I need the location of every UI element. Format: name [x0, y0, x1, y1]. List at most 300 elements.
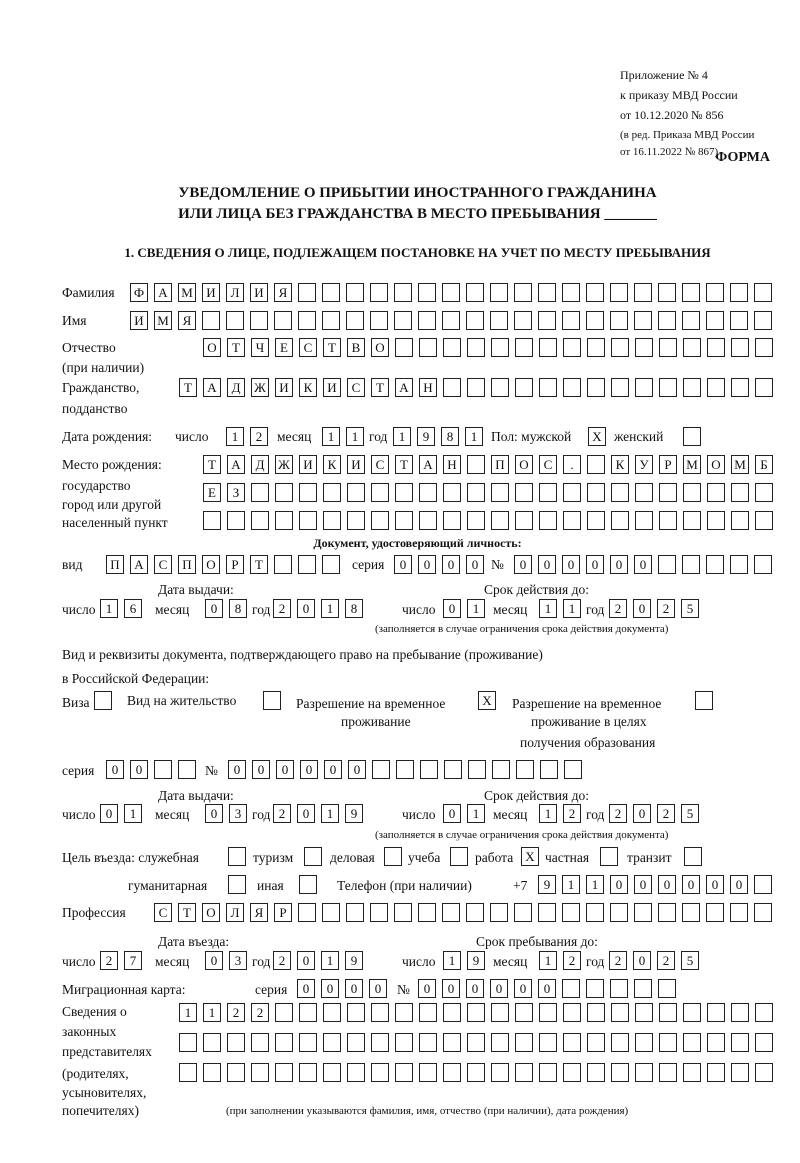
char-box[interactable]: 5: [681, 599, 699, 618]
char-box[interactable]: 0: [297, 979, 315, 998]
char-box[interactable]: 2: [273, 951, 291, 970]
char-box[interactable]: [275, 1063, 293, 1082]
char-box[interactable]: [322, 903, 340, 922]
char-box[interactable]: 0: [394, 555, 412, 574]
char-box[interactable]: [659, 511, 677, 530]
checkbox[interactable]: [683, 427, 701, 446]
char-box[interactable]: 1: [321, 951, 339, 970]
char-box[interactable]: [347, 1003, 365, 1022]
char-box[interactable]: 0: [538, 555, 556, 574]
char-box[interactable]: [299, 483, 317, 502]
char-box[interactable]: 0: [345, 979, 363, 998]
char-box[interactable]: Т: [250, 555, 268, 574]
char-box[interactable]: [299, 1033, 317, 1052]
char-box[interactable]: [298, 283, 316, 302]
char-box[interactable]: 8: [441, 427, 459, 446]
char-box[interactable]: 9: [345, 804, 363, 823]
char-box[interactable]: [419, 511, 437, 530]
char-box[interactable]: 6: [124, 599, 142, 618]
char-box[interactable]: 0: [562, 555, 580, 574]
char-box[interactable]: [491, 1063, 509, 1082]
char-box[interactable]: 1: [465, 427, 483, 446]
char-box[interactable]: [635, 378, 653, 397]
char-box[interactable]: [298, 311, 316, 330]
char-box[interactable]: 0: [106, 760, 124, 779]
char-box[interactable]: 0: [706, 875, 724, 894]
checkbox[interactable]: [384, 847, 402, 866]
char-box[interactable]: [251, 1063, 269, 1082]
char-box[interactable]: [754, 311, 772, 330]
char-box[interactable]: 0: [634, 555, 652, 574]
char-box[interactable]: [371, 1033, 389, 1052]
char-box[interactable]: [515, 1003, 533, 1022]
char-box[interactable]: 1: [467, 599, 485, 618]
char-box[interactable]: [442, 283, 460, 302]
char-box[interactable]: [635, 1063, 653, 1082]
char-box[interactable]: 2: [251, 1003, 269, 1022]
char-box[interactable]: [203, 511, 221, 530]
char-box[interactable]: [563, 1033, 581, 1052]
char-box[interactable]: [323, 1033, 341, 1052]
char-box[interactable]: [610, 979, 628, 998]
char-box[interactable]: [515, 1033, 533, 1052]
char-box[interactable]: А: [419, 455, 437, 474]
char-box[interactable]: 1: [539, 951, 557, 970]
char-box[interactable]: 2: [563, 951, 581, 970]
char-box[interactable]: 0: [633, 951, 651, 970]
char-box[interactable]: 9: [345, 951, 363, 970]
char-box[interactable]: [587, 378, 605, 397]
char-box[interactable]: [323, 511, 341, 530]
char-box[interactable]: 0: [514, 979, 532, 998]
char-box[interactable]: [587, 455, 605, 474]
char-box[interactable]: [395, 1063, 413, 1082]
char-box[interactable]: [298, 555, 316, 574]
char-box[interactable]: [610, 311, 628, 330]
char-box[interactable]: [491, 511, 509, 530]
char-box[interactable]: 1: [203, 1003, 221, 1022]
char-box[interactable]: [586, 903, 604, 922]
char-box[interactable]: 1: [346, 427, 364, 446]
char-box[interactable]: [539, 1063, 557, 1082]
char-box[interactable]: [515, 338, 533, 357]
char-box[interactable]: К: [299, 378, 317, 397]
char-box[interactable]: [179, 1063, 197, 1082]
char-box[interactable]: М: [683, 455, 701, 474]
char-box[interactable]: [154, 760, 172, 779]
char-box[interactable]: [563, 1003, 581, 1022]
char-box[interactable]: И: [130, 311, 148, 330]
char-box[interactable]: [730, 283, 748, 302]
char-box[interactable]: 0: [633, 804, 651, 823]
char-box[interactable]: [587, 511, 605, 530]
char-box[interactable]: 0: [633, 599, 651, 618]
char-box[interactable]: [467, 511, 485, 530]
char-box[interactable]: [754, 283, 772, 302]
char-box[interactable]: [491, 483, 509, 502]
char-box[interactable]: С: [539, 455, 557, 474]
char-box[interactable]: [587, 338, 605, 357]
char-box[interactable]: [659, 1063, 677, 1082]
char-box[interactable]: 7: [124, 951, 142, 970]
char-box[interactable]: А: [154, 283, 172, 302]
char-box[interactable]: [490, 311, 508, 330]
char-box[interactable]: [467, 378, 485, 397]
char-box[interactable]: А: [227, 455, 245, 474]
checkbox[interactable]: [684, 847, 702, 866]
char-box[interactable]: [635, 483, 653, 502]
char-box[interactable]: [346, 903, 364, 922]
char-box[interactable]: 0: [418, 555, 436, 574]
char-box[interactable]: [610, 283, 628, 302]
char-box[interactable]: [346, 283, 364, 302]
char-box[interactable]: Н: [443, 455, 461, 474]
char-box[interactable]: [564, 760, 582, 779]
char-box[interactable]: Т: [395, 455, 413, 474]
char-box[interactable]: И: [275, 378, 293, 397]
checkbox[interactable]: [228, 875, 246, 894]
char-box[interactable]: [178, 760, 196, 779]
char-box[interactable]: [587, 1033, 605, 1052]
char-box[interactable]: [443, 511, 461, 530]
char-box[interactable]: 3: [229, 804, 247, 823]
char-box[interactable]: [731, 483, 749, 502]
char-box[interactable]: [658, 979, 676, 998]
char-box[interactable]: [586, 979, 604, 998]
char-box[interactable]: [419, 338, 437, 357]
char-box[interactable]: 0: [466, 979, 484, 998]
char-box[interactable]: [707, 1003, 725, 1022]
char-box[interactable]: [275, 1003, 293, 1022]
char-box[interactable]: [299, 511, 317, 530]
char-box[interactable]: [322, 311, 340, 330]
char-box[interactable]: [562, 283, 580, 302]
char-box[interactable]: А: [395, 378, 413, 397]
char-box[interactable]: Б: [755, 455, 773, 474]
char-box[interactable]: [514, 283, 532, 302]
char-box[interactable]: [226, 311, 244, 330]
char-box[interactable]: [611, 1033, 629, 1052]
char-box[interactable]: [610, 903, 628, 922]
char-box[interactable]: Ж: [251, 378, 269, 397]
char-box[interactable]: [539, 338, 557, 357]
char-box[interactable]: 2: [273, 599, 291, 618]
char-box[interactable]: [442, 311, 460, 330]
char-box[interactable]: [514, 311, 532, 330]
char-box[interactable]: Я: [250, 903, 268, 922]
char-box[interactable]: 0: [730, 875, 748, 894]
char-box[interactable]: [274, 311, 292, 330]
char-box[interactable]: [322, 283, 340, 302]
char-box[interactable]: [707, 378, 725, 397]
char-box[interactable]: [346, 311, 364, 330]
char-box[interactable]: [730, 311, 748, 330]
char-box[interactable]: Я: [274, 283, 292, 302]
char-box[interactable]: [394, 903, 412, 922]
char-box[interactable]: О: [707, 455, 725, 474]
char-box[interactable]: 0: [205, 951, 223, 970]
char-box[interactable]: [274, 555, 292, 574]
char-box[interactable]: Р: [274, 903, 292, 922]
char-box[interactable]: [491, 378, 509, 397]
checkbox[interactable]: [304, 847, 322, 866]
char-box[interactable]: С: [154, 903, 172, 922]
char-box[interactable]: И: [299, 455, 317, 474]
char-box[interactable]: [371, 1063, 389, 1082]
char-box[interactable]: [586, 283, 604, 302]
char-box[interactable]: [683, 483, 701, 502]
char-box[interactable]: К: [611, 455, 629, 474]
char-box[interactable]: [395, 1003, 413, 1022]
char-box[interactable]: 3: [229, 951, 247, 970]
char-box[interactable]: 1: [321, 599, 339, 618]
char-box[interactable]: [395, 511, 413, 530]
char-box[interactable]: 0: [276, 760, 294, 779]
char-box[interactable]: [467, 483, 485, 502]
char-box[interactable]: О: [202, 555, 220, 574]
char-box[interactable]: 2: [227, 1003, 245, 1022]
char-box[interactable]: [370, 283, 388, 302]
char-box[interactable]: [539, 1033, 557, 1052]
char-box[interactable]: [418, 283, 436, 302]
char-box[interactable]: [754, 903, 772, 922]
char-box[interactable]: [658, 903, 676, 922]
char-box[interactable]: [755, 1033, 773, 1052]
char-box[interactable]: 0: [228, 760, 246, 779]
char-box[interactable]: [754, 555, 772, 574]
char-box[interactable]: 0: [443, 804, 461, 823]
char-box[interactable]: [731, 338, 749, 357]
char-box[interactable]: [754, 875, 772, 894]
char-box[interactable]: П: [106, 555, 124, 574]
char-box[interactable]: [251, 483, 269, 502]
char-box[interactable]: [658, 283, 676, 302]
char-box[interactable]: 2: [657, 599, 675, 618]
char-box[interactable]: [586, 311, 604, 330]
char-box[interactable]: 2: [609, 599, 627, 618]
char-box[interactable]: 0: [418, 979, 436, 998]
char-box[interactable]: [299, 1063, 317, 1082]
char-box[interactable]: А: [130, 555, 148, 574]
char-box[interactable]: [275, 483, 293, 502]
char-box[interactable]: [611, 378, 629, 397]
char-box[interactable]: [539, 1003, 557, 1022]
char-box[interactable]: [706, 903, 724, 922]
char-box[interactable]: [467, 1033, 485, 1052]
char-box[interactable]: [516, 760, 534, 779]
char-box[interactable]: Ч: [251, 338, 269, 357]
char-box[interactable]: 0: [297, 804, 315, 823]
char-box[interactable]: Н: [419, 378, 437, 397]
char-box[interactable]: М: [154, 311, 172, 330]
char-box[interactable]: [634, 979, 652, 998]
char-box[interactable]: О: [371, 338, 389, 357]
char-box[interactable]: [539, 511, 557, 530]
char-box[interactable]: [298, 903, 316, 922]
char-box[interactable]: [731, 378, 749, 397]
char-box[interactable]: 2: [273, 804, 291, 823]
char-box[interactable]: [323, 1003, 341, 1022]
char-box[interactable]: [251, 1033, 269, 1052]
char-box[interactable]: [491, 1003, 509, 1022]
char-box[interactable]: [491, 1033, 509, 1052]
char-box[interactable]: [419, 1063, 437, 1082]
char-box[interactable]: [563, 338, 581, 357]
char-box[interactable]: [275, 1033, 293, 1052]
char-box[interactable]: [635, 1033, 653, 1052]
char-box[interactable]: 1: [539, 599, 557, 618]
char-box[interactable]: П: [178, 555, 196, 574]
checkbox[interactable]: [263, 691, 281, 710]
char-box[interactable]: [467, 1003, 485, 1022]
char-box[interactable]: 1: [393, 427, 411, 446]
char-box[interactable]: Т: [178, 903, 196, 922]
char-box[interactable]: Е: [275, 338, 293, 357]
char-box[interactable]: 0: [514, 555, 532, 574]
char-box[interactable]: [371, 511, 389, 530]
char-box[interactable]: М: [731, 455, 749, 474]
char-box[interactable]: 0: [490, 979, 508, 998]
char-box[interactable]: 5: [681, 804, 699, 823]
char-box[interactable]: [372, 760, 390, 779]
char-box[interactable]: [203, 1063, 221, 1082]
char-box[interactable]: 0: [610, 875, 628, 894]
char-box[interactable]: [755, 483, 773, 502]
char-box[interactable]: [466, 903, 484, 922]
char-box[interactable]: [683, 378, 701, 397]
char-box[interactable]: [658, 311, 676, 330]
char-box[interactable]: [634, 311, 652, 330]
char-box[interactable]: 1: [443, 951, 461, 970]
char-box[interactable]: 2: [609, 804, 627, 823]
char-box[interactable]: [396, 760, 414, 779]
char-box[interactable]: [562, 903, 580, 922]
char-box[interactable]: [683, 338, 701, 357]
char-box[interactable]: [515, 1063, 533, 1082]
char-box[interactable]: [659, 1003, 677, 1022]
char-box[interactable]: 0: [369, 979, 387, 998]
char-box[interactable]: [468, 760, 486, 779]
char-box[interactable]: [707, 1033, 725, 1052]
char-box[interactable]: [347, 511, 365, 530]
char-box[interactable]: [275, 511, 293, 530]
checkbox[interactable]: [600, 847, 618, 866]
char-box[interactable]: [227, 511, 245, 530]
char-box[interactable]: [515, 511, 533, 530]
char-box[interactable]: И: [202, 283, 220, 302]
char-box[interactable]: Т: [323, 338, 341, 357]
char-box[interactable]: И: [250, 283, 268, 302]
char-box[interactable]: [611, 1003, 629, 1022]
char-box[interactable]: [682, 283, 700, 302]
char-box[interactable]: [443, 1003, 461, 1022]
char-box[interactable]: [203, 1033, 221, 1052]
char-box[interactable]: [611, 483, 629, 502]
char-box[interactable]: Ж: [275, 455, 293, 474]
char-box[interactable]: [347, 1033, 365, 1052]
char-box[interactable]: [731, 1003, 749, 1022]
char-box[interactable]: Т: [371, 378, 389, 397]
char-box[interactable]: 0: [205, 804, 223, 823]
char-box[interactable]: 0: [297, 951, 315, 970]
char-box[interactable]: Л: [226, 903, 244, 922]
char-box[interactable]: 2: [657, 951, 675, 970]
char-box[interactable]: [491, 338, 509, 357]
char-box[interactable]: .: [563, 455, 581, 474]
char-box[interactable]: [659, 483, 677, 502]
char-box[interactable]: [635, 511, 653, 530]
char-box[interactable]: [706, 283, 724, 302]
char-box[interactable]: [682, 903, 700, 922]
char-box[interactable]: Д: [227, 378, 245, 397]
char-box[interactable]: [659, 1033, 677, 1052]
char-box[interactable]: [611, 511, 629, 530]
char-box[interactable]: [563, 483, 581, 502]
char-box[interactable]: [731, 1063, 749, 1082]
char-box[interactable]: [563, 1063, 581, 1082]
char-box[interactable]: А: [203, 378, 221, 397]
char-box[interactable]: 9: [417, 427, 435, 446]
char-box[interactable]: [730, 903, 748, 922]
char-box[interactable]: [444, 760, 462, 779]
char-box[interactable]: [755, 378, 773, 397]
char-box[interactable]: [202, 311, 220, 330]
char-box[interactable]: 0: [442, 979, 460, 998]
char-box[interactable]: М: [178, 283, 196, 302]
char-box[interactable]: Л: [226, 283, 244, 302]
char-box[interactable]: [658, 555, 676, 574]
char-box[interactable]: З: [227, 483, 245, 502]
char-box[interactable]: 2: [250, 427, 268, 446]
char-box[interactable]: У: [635, 455, 653, 474]
char-box[interactable]: [682, 311, 700, 330]
char-box[interactable]: 8: [345, 599, 363, 618]
char-box[interactable]: Т: [179, 378, 197, 397]
char-box[interactable]: [323, 1063, 341, 1082]
char-box[interactable]: [540, 760, 558, 779]
char-box[interactable]: [659, 378, 677, 397]
char-box[interactable]: 0: [658, 875, 676, 894]
char-box[interactable]: 1: [586, 875, 604, 894]
char-box[interactable]: Е: [203, 483, 221, 502]
char-box[interactable]: [395, 1033, 413, 1052]
char-box[interactable]: 0: [442, 555, 460, 574]
char-box[interactable]: [371, 1003, 389, 1022]
char-box[interactable]: 0: [324, 760, 342, 779]
char-box[interactable]: С: [347, 378, 365, 397]
char-box[interactable]: [322, 555, 340, 574]
char-box[interactable]: 1: [226, 427, 244, 446]
char-box[interactable]: О: [203, 338, 221, 357]
checkbox[interactable]: [695, 691, 713, 710]
char-box[interactable]: 1: [563, 599, 581, 618]
char-box[interactable]: В: [347, 338, 365, 357]
char-box[interactable]: [418, 903, 436, 922]
char-box[interactable]: [419, 1003, 437, 1022]
char-box[interactable]: 0: [466, 555, 484, 574]
char-box[interactable]: О: [515, 455, 533, 474]
char-box[interactable]: [731, 511, 749, 530]
char-box[interactable]: 2: [100, 951, 118, 970]
char-box[interactable]: [587, 1063, 605, 1082]
char-box[interactable]: [467, 1063, 485, 1082]
char-box[interactable]: [539, 483, 557, 502]
char-box[interactable]: [395, 483, 413, 502]
char-box[interactable]: И: [347, 455, 365, 474]
char-box[interactable]: 9: [538, 875, 556, 894]
char-box[interactable]: Ф: [130, 283, 148, 302]
char-box[interactable]: [659, 338, 677, 357]
